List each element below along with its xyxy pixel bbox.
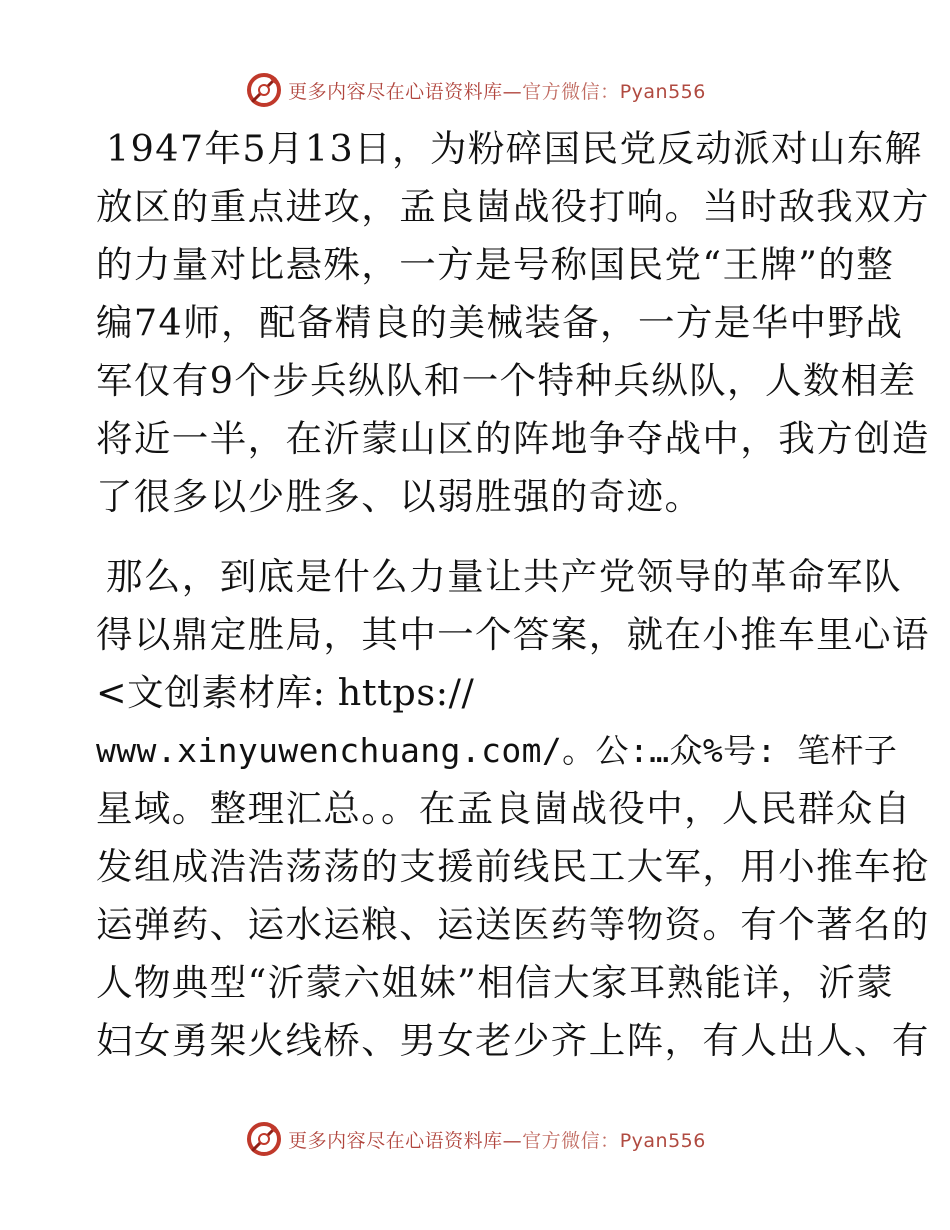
footer-watermark-banner [0,1117,950,1161]
text-line: 得以鼎定胜局，其中一个答案，就在小推车里心语 [96,613,930,656]
text-line: 发组成浩浩荡荡的支援前线民工大军，用小推车抢 [96,845,930,888]
text-line: 了很多以少胜多、以弱胜强的奇迹。 [96,475,703,518]
text-line: 军仅有9个步兵纵队和一个特种兵纵队，人数相差 [96,359,917,402]
text-line: 运弹药、运水运粮、运送医药等物资。有个著名的 [96,903,930,946]
text-line: <文创素材库: https:// [96,671,475,714]
paragraph-1 [96,120,930,526]
text-line: 放区的重点进攻，孟良崮战役打响。当时敌我双方 [96,185,930,228]
document-body [96,120,930,1070]
paragraph-2 [96,548,930,1070]
text-line: 将近一半，在沂蒙山区的阵地争夺战中，我方创造 [96,417,930,460]
header-watermark-banner [0,68,950,112]
footer-banner-text: 更多内容尽在心语资料库—官方微信：Pyan556 [288,1129,706,1152]
text-line: www.xinyuwenchuang.com/。公:…众%号: 笔杆子 [96,731,898,770]
text-line: 那么，到底是什么力量让共产党领导的革命军队 [106,555,902,598]
text-line: 星域。整理汇总。。在孟良崮战役中，人民群众自 [96,787,912,830]
text-line: 的力量对比悬殊，一方是号称国民党“王牌”的整 [96,243,895,286]
quill-logo-icon [244,1119,284,1159]
header-banner-text: 更多内容尽在心语资料库—官方微信：Pyan556 [288,80,706,103]
text-line: 1947年5月13日，为粉碎国民党反动派对山东解 [106,127,923,170]
text-line: 妇女勇架火线桥、男女老少齐上阵，有人出人、有 [96,1019,930,1062]
text-line: 编74师，配备精良的美械装备，一方是华中野战 [96,301,904,344]
quill-logo-icon [244,70,284,110]
text-line: 人物典型“沂蒙六姐妹”相信大家耳熟能详，沂蒙 [96,961,895,1004]
